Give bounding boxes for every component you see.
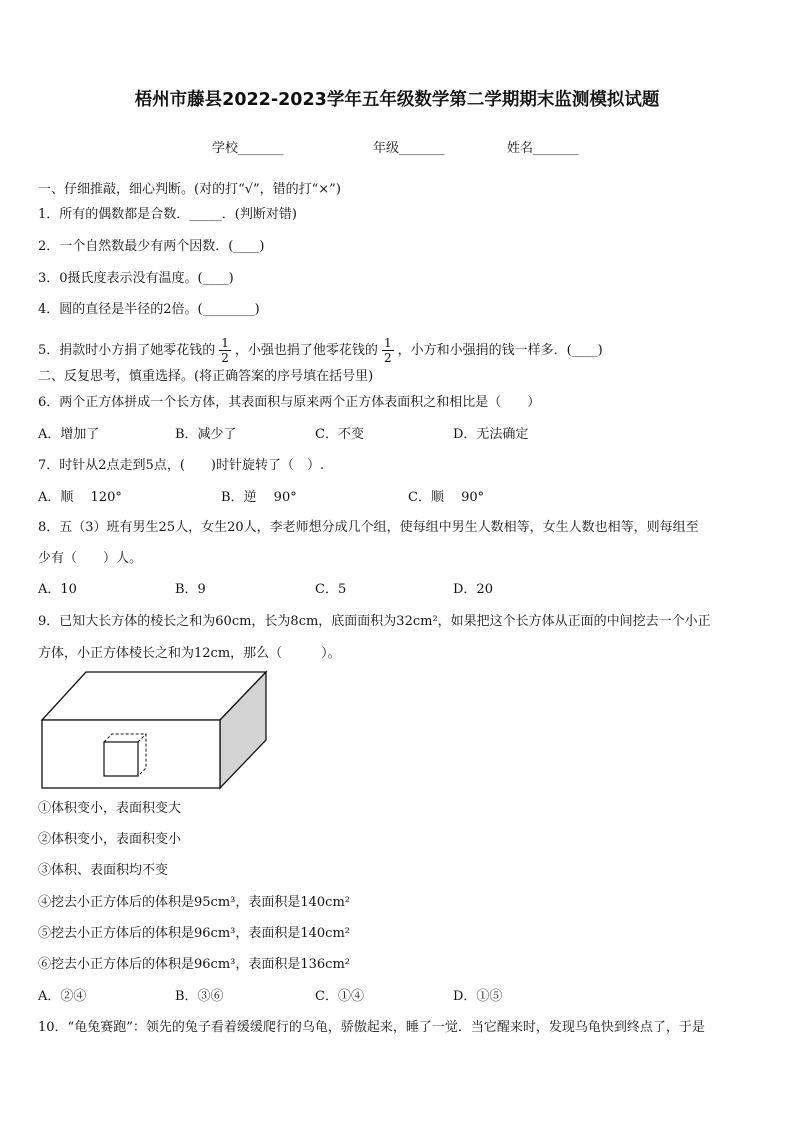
- question-8-line-2: 少有（ ）人。: [38, 551, 143, 566]
- fraction-denominator: 2: [221, 351, 229, 365]
- q8-option-c: C．5: [315, 582, 347, 597]
- page-title: 梧州市藤县2022-2023学年五年级数学第二学期期末监测模拟试题: [134, 90, 660, 110]
- cuboid-diagram: [40, 668, 270, 792]
- q9-statement-2: ②体积变小，表面积变小: [38, 832, 182, 847]
- q6-option-a: A．增加了: [38, 427, 100, 442]
- section1-heading: 一、仔细推敲，细心判断。(对的打“√”，错的打“×”): [38, 182, 341, 197]
- q9-statement-4: ④挖去小正方体后的体积是95cm³，表面积是140cm²: [38, 895, 350, 910]
- question-9-line-2: 方体，小正方体棱长之和为12cm，那么（ ）。: [38, 646, 341, 661]
- q6-option-c: C．不变: [315, 427, 364, 442]
- q9-option-d: D．①⑤: [453, 989, 503, 1004]
- question-5-part-c: ，小方和小强捐的钱一样多．(____): [397, 343, 603, 358]
- question-8-line-1: 8．五（3）班有男生25人，女生20人，李老师想分成几个组，使每组中男生人数相等，女生人数也相等，则每组至: [38, 520, 699, 535]
- question-4: 4．圆的直径是半径的2倍。(________): [38, 302, 260, 317]
- question-6: 6．两个正方体拼成一个长方体，其表面积与原来两个正方体表面积之和相比是（ ）: [38, 395, 541, 410]
- fraction-half-2: [382, 336, 394, 365]
- question-5-part-b: ，小强也捐了他零花钱的: [234, 343, 378, 358]
- name-field: 姓名_______: [507, 141, 579, 156]
- q8-option-a: A．10: [38, 582, 77, 597]
- q8-option-b: B．9: [175, 582, 206, 597]
- q7-option-c: C．顺 90°: [408, 490, 485, 505]
- question-1: 1．所有的偶数都是合数．_____．(判断对错): [38, 207, 297, 222]
- q9-option-a: A．②④: [38, 989, 87, 1004]
- q9-statement-3: ③体积、表面积均不变: [38, 863, 169, 878]
- q9-statement-1: ①体积变小，表面积变大: [38, 801, 182, 816]
- question-7: 7．时针从2点走到5点，( )时针旋转了（ ）.: [38, 458, 325, 473]
- q9-statement-5: ⑤挖去小正方体后的体积是96cm³，表面积是140cm²: [38, 926, 350, 941]
- small-cube-front: [104, 742, 138, 776]
- question-9-line-1: 9．已知大长方体的棱长之和为60cm，长为8cm，底面面积为32cm²，如果把这个长方体从正面的中间挖去一个小正: [38, 614, 711, 629]
- q7-option-b: B．逆 90°: [221, 490, 297, 505]
- question-5-part-a: 5．捐款时小方捐了她零花钱的: [38, 343, 216, 358]
- question-10: 10．“龟兔赛跑”：领先的兔子看着缓缓爬行的乌龟，骄傲起来，睡了一觉．当它醒来时，发现乌龟快到终点了，于是: [38, 1020, 705, 1035]
- question-5: [38, 336, 603, 365]
- q9-statement-6: ⑥挖去小正方体后的体积是96cm³，表面积是136cm²: [38, 957, 350, 972]
- q9-option-c: C．①④: [315, 989, 364, 1004]
- q6-option-b: B．减少了: [175, 427, 237, 442]
- q6-option-d: D．无法确定: [453, 427, 529, 442]
- q8-option-d: D．20: [453, 582, 493, 597]
- fraction-denominator: 2: [383, 351, 392, 365]
- fraction-numerator: 1: [221, 336, 229, 350]
- grade-field: 年级_______: [373, 141, 445, 156]
- fraction-numerator: 1: [383, 336, 392, 350]
- q7-option-a: A．顺 120°: [38, 490, 122, 505]
- section2-heading: 二、反复思考，慎重选择。(将正确答案的序号填在括号里): [38, 369, 374, 384]
- fraction-half: [219, 336, 231, 365]
- question-2: 2．一个自然数最少有两个因数．(____): [38, 239, 265, 254]
- question-3: 3．0摄氏度表示没有温度。(____): [38, 271, 234, 286]
- school-field: 学校_______: [212, 141, 284, 156]
- q9-option-b: B．③⑥: [175, 989, 224, 1004]
